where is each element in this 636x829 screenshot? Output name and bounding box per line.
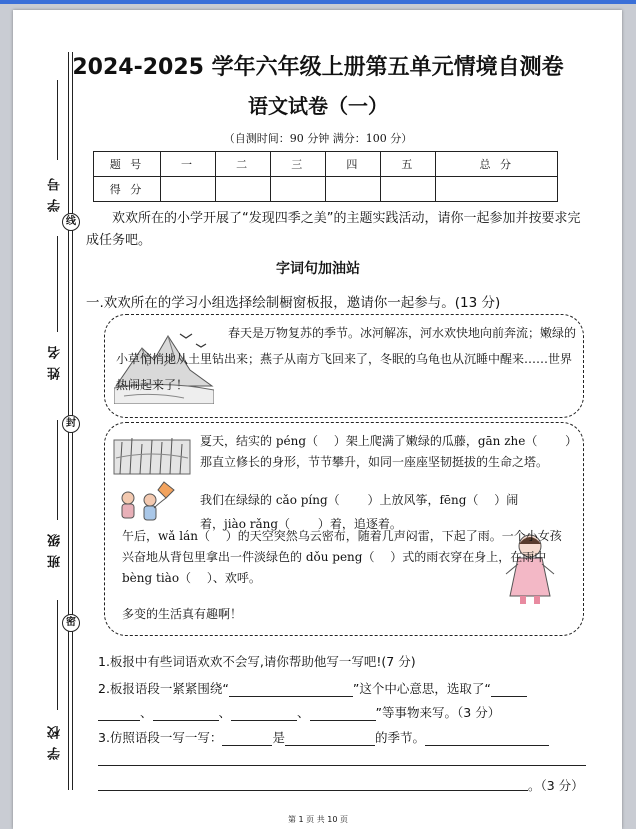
sub-question-3: [98, 728, 549, 746]
rain-passage: 午后，wǎ lán（ ）的天空突然乌云密布，随着几声闷雷，下起了雨。一个小女孩兴奋地从背包里拿出一件淡绿色的 dǒu peng（ ）式的雨衣穿在身上，在雨中 bèng tiào（ ）、欢呼。: [122, 529, 562, 585]
question-1-title: 一.欢欢所在的学习小组选择绘制橱窗板报，邀请你一起参与。(13 分): [86, 295, 501, 311]
score-header-cell: 五: [381, 152, 436, 177]
answer-blank-thing-1b[interactable]: [98, 706, 140, 721]
binding-label-school: 学校: [48, 718, 63, 760]
crop-field-illustration: [112, 430, 192, 476]
sub-question-3-text-c: 的季节。: [374, 730, 425, 745]
answer-blank-thing-2[interactable]: [153, 706, 219, 721]
section-title: 字词句加油站: [276, 261, 360, 277]
spring-passage: 春天是万物复苏的季节。冰河解冻，河水欢快地向前奔流；嫩绿的小草悄悄地从土里钻出来；燕子从南方飞回来了，冬眠的乌龟也从沉睡中醒来……世界热闹起来了！: [116, 326, 577, 392]
answer-blank-thing-4[interactable]: [310, 706, 376, 721]
sub-question-3-end: 。（3 分）: [528, 778, 584, 793]
kite-kids-illustration: [114, 478, 178, 526]
separator: 、: [140, 705, 153, 720]
summer-passage: 夏天，结实的 péng（ ）架上爬满了嫩绿的瓜藤，gān zhe（ ）那直立修长的身形，节节攀升，如同一座座坚韧挺拔的生命之塔。: [200, 434, 572, 469]
answer-blank-center-idea[interactable]: [229, 682, 353, 697]
fill-line-name: [57, 236, 58, 332]
score-table-header-row: [94, 152, 558, 177]
sub-question-2-text-d: ”等事物来写。（3 分）: [375, 705, 501, 720]
intro-paragraph: 欢欢所在的小学开展了“发现四季之美”的主题实践活动，请你一起参加并按要求完成任务吧。: [86, 211, 581, 248]
sub-question-3-text-a: 3.仿照语段一写一写：: [98, 730, 223, 745]
binding-mark-secret: 密: [62, 614, 80, 632]
binding-mark-line: 线: [62, 213, 80, 231]
sub-question-2-text-b: ”这个中心意思，选取了“: [352, 681, 491, 696]
closing-sentence: 多变的生活真有趣啊！: [122, 607, 243, 621]
score-cell[interactable]: [436, 177, 558, 202]
fill-line-class: [57, 420, 58, 520]
binding-mark-seal: 封: [62, 415, 80, 433]
separator: 、: [218, 705, 232, 720]
sub-question-2-line-2: [98, 703, 500, 721]
score-cell[interactable]: [381, 177, 436, 202]
fill-line-school: [57, 600, 58, 710]
answer-line[interactable]: [98, 790, 528, 791]
window-top-bar: [0, 0, 636, 4]
score-table-score-row: [94, 177, 558, 202]
score-header-cell: 四: [326, 152, 381, 177]
kite-passage: 我们在绿绿的 cǎo píng（ ）上放风筝，fēng（ ）闹着，jiào rǎng（ ）着，追逐着。: [200, 493, 519, 531]
score-cell[interactable]: [161, 177, 216, 202]
score-header-cell: 二: [216, 152, 271, 177]
page-footer: 第 1 页 共 10 页: [288, 815, 348, 824]
score-cell[interactable]: [216, 177, 271, 202]
answer-line[interactable]: [98, 765, 586, 766]
exam-meta: （自测时间：90 分钟 满分：100 分）: [223, 132, 413, 145]
score-header-cell: 题 号: [94, 152, 161, 177]
sub-question-2: [98, 679, 527, 697]
score-header-cell: 总 分: [436, 152, 558, 177]
binding-label-class: 班级: [48, 526, 63, 568]
score-header-cell: 三: [271, 152, 326, 177]
answer-blank-sentence-start[interactable]: [425, 731, 549, 746]
binding-label-student-id: 学号: [48, 170, 63, 212]
score-header-cell: 一: [161, 152, 216, 177]
score-table: [93, 151, 558, 202]
page-title: 2024-2025 学年六年级上册第五单元情境自测卷: [72, 55, 564, 80]
score-cell[interactable]: [271, 177, 326, 202]
page-subtitle: 语文试卷（一）: [248, 94, 388, 118]
score-cell[interactable]: [326, 177, 381, 202]
answer-blank-season[interactable]: [222, 731, 272, 746]
answer-blank-thing-3[interactable]: [231, 706, 297, 721]
sub-question-3-text-b: 是: [272, 730, 285, 745]
answer-blank-thing-1[interactable]: [491, 682, 527, 697]
separator: 、: [297, 705, 310, 720]
sub-question-2-text-a: 2.板报语段一紧紧围绕“: [98, 681, 229, 696]
score-row-label: 得 分: [94, 177, 161, 202]
answer-blank-description[interactable]: [285, 731, 375, 746]
binding-label-name: 姓名: [48, 338, 63, 380]
sub-question-1: 1.板报中有些词语欢欢不会写,请你帮助他写一写吧!(7 分): [98, 654, 416, 669]
